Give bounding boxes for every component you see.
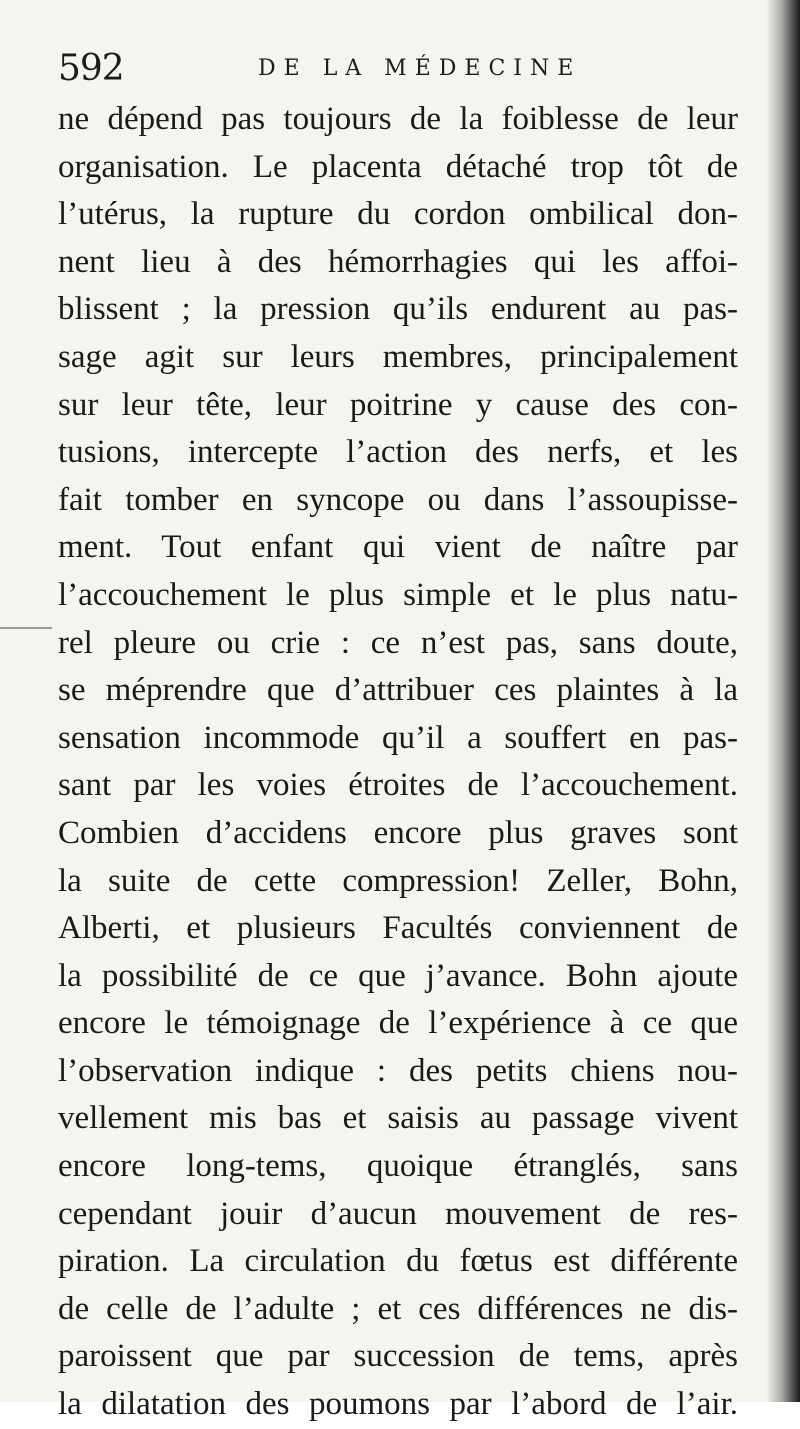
text-line: fait tomber en syncope ou dans l’assoupisse- (58, 481, 738, 518)
text-line: de celle de l’adulte ; et ces différences ne dis- (58, 1290, 738, 1327)
text-line: paroissent que par succession de tems, après (58, 1338, 738, 1375)
page-gutter-shadow (766, 0, 800, 1402)
text-line: l’utérus, la rupture du cordon ombilical don- (58, 196, 738, 233)
text-line: sur leur tête, leur poitrine y cause des con- (58, 386, 738, 423)
text-line: sant par les voies étroites de l’accouchement. (58, 767, 738, 804)
page-header (58, 46, 748, 96)
text-line: ment. Tout enfant qui vient de naître par (58, 529, 738, 566)
text-line: encore le témoignage de l’expérience à ce que (58, 1005, 738, 1042)
text-line: ne dépend pas toujours de la foiblesse de leur (58, 101, 738, 137)
text-line: Alberti, et plusieurs Facultés conviennent de (58, 910, 738, 947)
text-line: la dilatation des poumons par l’abord de l’air. (58, 1386, 738, 1423)
page-number: 592 (58, 48, 124, 89)
body-text (58, 96, 738, 1429)
text-line: tusions, intercepte l’action des nerfs, et les (58, 434, 738, 471)
text-line: l’accouchement le plus simple et le plus natu- (58, 576, 738, 613)
text-line: encore long-tems, quoique étranglés, sans (58, 1148, 738, 1185)
text-line: blissent ; la pression qu’ils endurent au pas- (58, 291, 738, 328)
text-line: sage agit sur leurs membres, principalement (58, 338, 738, 375)
text-line: nent lieu à des hémorrhagies qui les affoi- (58, 243, 738, 280)
text-line: Combien d’accidens encore plus graves sont (58, 814, 738, 851)
margin-mark (0, 627, 52, 629)
text-line: piration. La circulation du fœtus est différente (58, 1243, 738, 1280)
text-line: sensation incommode qu’il a souffert en pas- (58, 719, 738, 756)
text-line: la possibilité de ce que j’avance. Bohn ajoute (58, 957, 738, 994)
text-line: cependant jouir d’aucun mouvement de res- (58, 1195, 738, 1232)
text-line: organisation. Le placenta détaché trop tôt de (58, 148, 738, 185)
text-line: rel pleure ou crie : ce n’est pas, sans doute, (58, 624, 738, 661)
text-line: l’observation indique : des petits chiens nou- (58, 1052, 738, 1089)
text-line: se méprendre que d’attribuer ces plaintes à la (58, 672, 738, 709)
text-line: la suite de cette compression! Zeller, Bohn, (58, 862, 738, 899)
running-title: DE LA MÉDECINE (258, 56, 582, 81)
text-line: vellement mis bas et saisis au passage vivent (58, 1100, 738, 1137)
